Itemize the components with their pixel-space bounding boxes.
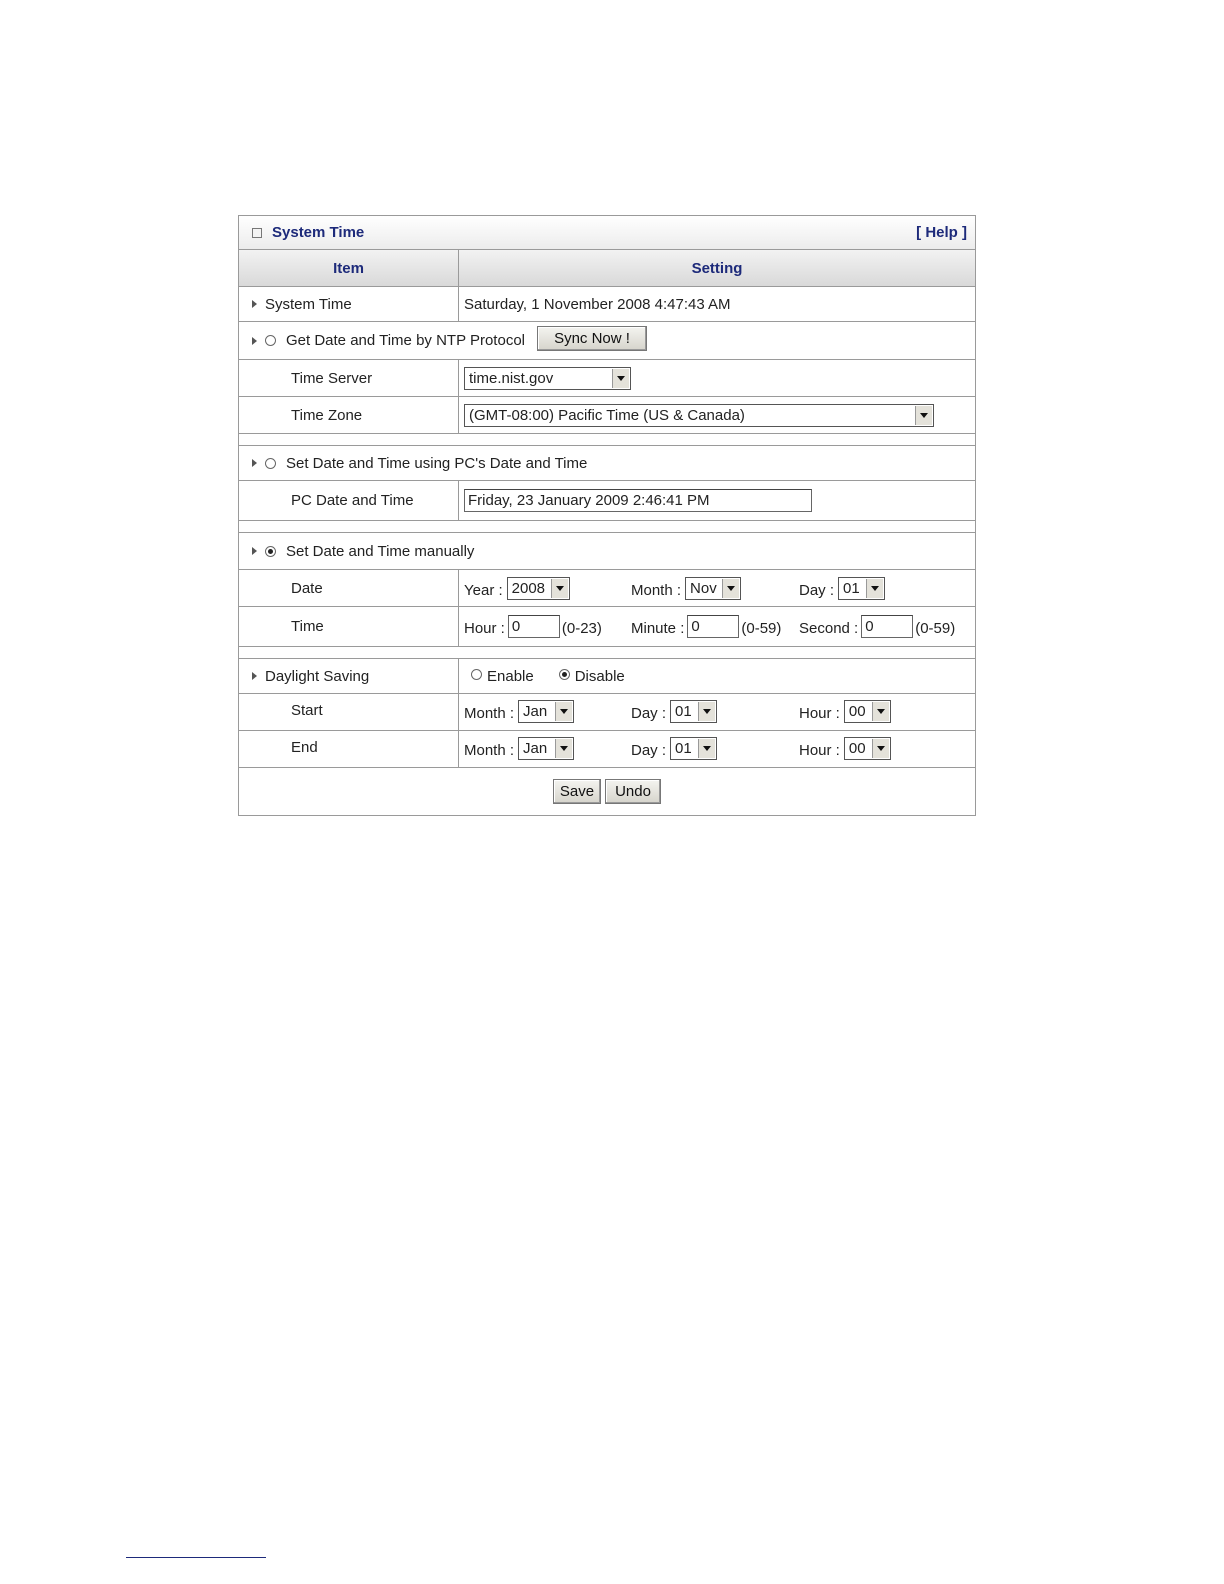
time-zone-value: (GMT-08:00) Pacific Time (US & Canada): [469, 406, 745, 424]
divider: [239, 521, 975, 533]
month-value: Nov: [690, 580, 717, 597]
end-month-label: Month :: [464, 742, 515, 759]
minute-label: Minute :: [631, 620, 685, 637]
dst-end-label: End: [291, 738, 318, 756]
row-dst-start: [239, 694, 975, 731]
end-hour-select[interactable]: [844, 737, 891, 760]
panel-title: System Time: [272, 224, 365, 241]
day-label: Day :: [799, 582, 835, 599]
start-day-select[interactable]: [670, 700, 717, 723]
table-header: [239, 250, 975, 287]
start-month-label: Month :: [464, 705, 515, 722]
header-item: Item: [239, 250, 459, 286]
ntp-radio[interactable]: [265, 335, 276, 346]
end-day-select[interactable]: [670, 737, 717, 760]
divider: [239, 434, 975, 446]
chevron-down-icon: [698, 702, 715, 721]
arrow-right-icon: [252, 300, 257, 308]
save-button[interactable]: Save: [553, 779, 601, 804]
arrow-right-icon: [252, 459, 257, 467]
row-pc-time: [239, 446, 975, 481]
day-value: 01: [843, 580, 860, 597]
panel-square-icon: [252, 228, 262, 238]
month-label: Month :: [631, 582, 682, 599]
start-hour-value: 00: [848, 703, 866, 720]
chevron-down-icon: [872, 739, 889, 758]
time-zone-label: Time Zone: [291, 406, 363, 424]
time-server-value: time.nist.gov: [469, 369, 554, 387]
start-month-select[interactable]: [518, 700, 574, 723]
dst-disable-label: Disable: [574, 667, 625, 685]
end-month-value: Jan: [523, 740, 548, 757]
row-time: [239, 607, 975, 647]
dst-enable-radio[interactable]: [471, 669, 482, 680]
system-time-panel: [238, 215, 976, 816]
panel-titlebar: [239, 216, 975, 250]
row-daylight-saving: [239, 659, 975, 694]
chevron-down-icon: [872, 702, 889, 721]
undo-button[interactable]: Undo: [605, 779, 661, 804]
start-day-label: Day :: [631, 705, 667, 722]
row-dst-end: [239, 731, 975, 768]
minute-field[interactable]: 0: [687, 615, 739, 638]
manual-radio[interactable]: [265, 546, 276, 557]
dst-start-label: Start: [291, 701, 323, 719]
arrow-right-icon: [252, 547, 257, 555]
second-range: (0-59): [915, 620, 956, 637]
pc-date-field[interactable]: Friday, 23 January 2009 2:46:41 PM: [464, 489, 812, 512]
system-time-value: Saturday, 1 November 2008 4:47:43 AM: [464, 295, 731, 313]
row-time-zone: [239, 397, 975, 434]
end-month-select[interactable]: [518, 737, 574, 760]
end-hour-value: 00: [848, 740, 866, 757]
year-select[interactable]: [507, 577, 570, 600]
dst-label: Daylight Saving: [265, 667, 370, 685]
row-manual: [239, 533, 975, 570]
chevron-down-icon: [612, 369, 629, 388]
hour-field[interactable]: 0: [508, 615, 560, 638]
second-label: Second :: [799, 620, 859, 637]
footer-row: [239, 768, 975, 815]
arrow-right-icon: [252, 337, 257, 345]
row-ntp: [239, 322, 975, 360]
time-zone-select[interactable]: [464, 404, 934, 427]
help-link[interactable]: [ Help ]: [916, 224, 967, 241]
divider: [239, 647, 975, 659]
day-select[interactable]: [838, 577, 885, 600]
second-field[interactable]: 0: [861, 615, 913, 638]
start-hour-label: Hour :: [799, 705, 840, 722]
dst-disable-radio[interactable]: [559, 669, 570, 680]
pc-label: Set Date and Time using PC's Date and Time: [286, 454, 588, 472]
end-day-label: Day :: [631, 742, 667, 759]
chevron-down-icon: [698, 739, 715, 758]
time-server-label: Time Server: [291, 369, 373, 387]
ntp-label: Get Date and Time by NTP Protocol: [286, 332, 525, 349]
chevron-down-icon: [915, 406, 932, 425]
start-day-value: 01: [675, 703, 692, 720]
month-select[interactable]: [685, 577, 741, 600]
chevron-down-icon: [866, 579, 883, 598]
row-pc-date: [239, 481, 975, 521]
year-value: 2008: [511, 580, 546, 597]
hour-label: Hour :: [464, 620, 505, 637]
manual-label: Set Date and Time manually: [286, 542, 475, 560]
dst-enable-label: Enable: [487, 667, 534, 685]
pc-radio[interactable]: [265, 458, 276, 469]
minute-range: (0-59): [741, 620, 782, 637]
chevron-down-icon: [555, 702, 572, 721]
row-date: [239, 570, 975, 607]
row-system-time: [239, 287, 975, 322]
chevron-down-icon: [551, 579, 568, 598]
hour-range: (0-23): [561, 620, 602, 637]
chevron-down-icon: [555, 739, 572, 758]
footnote-rule: [126, 1557, 266, 1558]
end-hour-label: Hour :: [799, 742, 840, 759]
start-hour-select[interactable]: [844, 700, 891, 723]
time-server-select[interactable]: [464, 367, 631, 390]
header-setting: Setting: [691, 259, 743, 277]
year-label: Year :: [464, 582, 503, 599]
end-day-value: 01: [675, 740, 692, 757]
date-label: Date: [291, 579, 323, 597]
start-month-value: Jan: [523, 703, 548, 720]
time-label: Time: [291, 618, 324, 635]
chevron-down-icon: [722, 579, 739, 598]
sync-now-button[interactable]: Sync Now !: [537, 326, 647, 351]
arrow-right-icon: [252, 672, 257, 680]
pc-date-label: PC Date and Time: [291, 492, 414, 509]
row-time-server: [239, 360, 975, 397]
system-time-label: System Time: [265, 295, 352, 313]
